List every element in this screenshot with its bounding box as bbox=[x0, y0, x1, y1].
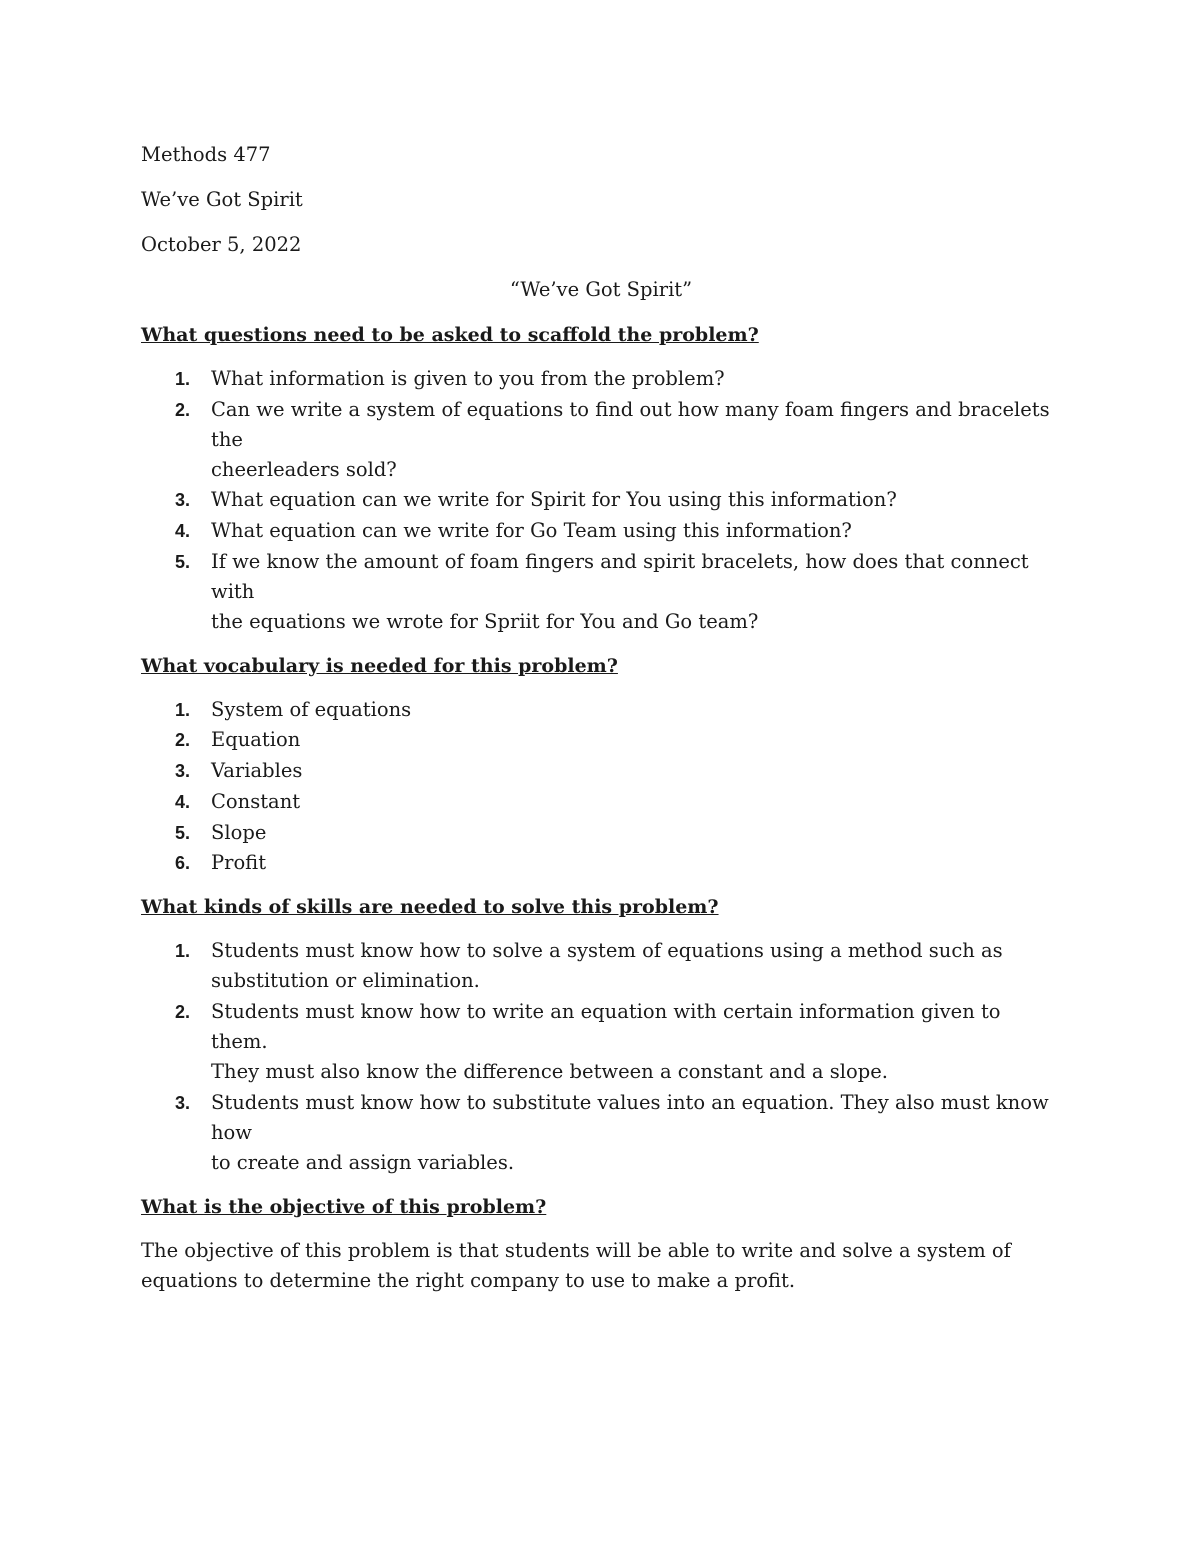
questions-list bbox=[141, 364, 1061, 637]
list-number: 6. bbox=[175, 853, 191, 874]
list-number: 2. bbox=[175, 399, 191, 420]
list-item-text: Equation bbox=[211, 728, 301, 752]
section-heading-vocabulary: What vocabulary is needed for this problem? bbox=[141, 654, 618, 677]
list-item bbox=[141, 695, 1061, 725]
list-item bbox=[141, 364, 1061, 394]
section-heading-objective: What is the objective of this problem? bbox=[141, 1195, 547, 1218]
list-item-text: Can we write a system of equations to find out how many foam fingers and bracelets the cheerleaders sold? bbox=[211, 397, 1050, 481]
section-heading-skills: What kinds of skills are needed to solve this problem? bbox=[141, 896, 719, 919]
list-item bbox=[141, 787, 1061, 817]
list-number: 3. bbox=[175, 1092, 191, 1113]
course-name: Methods 477 bbox=[141, 143, 271, 166]
list-item bbox=[141, 395, 1061, 485]
list-item bbox=[141, 756, 1061, 786]
section-heading-questions: What questions need to be asked to scaffold the problem? bbox=[141, 324, 759, 346]
list-number: 3. bbox=[175, 761, 191, 782]
list-item-text: Slope bbox=[211, 820, 267, 844]
list-item bbox=[141, 936, 1061, 996]
list-item-text: What equation can we write for Go Team using this information? bbox=[211, 519, 852, 543]
list-item bbox=[141, 818, 1061, 848]
list-number: 1. bbox=[175, 941, 191, 962]
list-number: 1. bbox=[175, 369, 191, 389]
list-item-text: Variables bbox=[211, 759, 303, 783]
list-item bbox=[141, 725, 1061, 755]
list-item-text: Students must know how to solve a system of equations using a method such as substitution or elimination. bbox=[211, 939, 1003, 993]
list-number: 4. bbox=[175, 791, 191, 812]
list-item bbox=[141, 997, 1061, 1087]
vocabulary-list bbox=[141, 695, 1061, 878]
list-number: 3. bbox=[175, 490, 191, 511]
document-page bbox=[141, 140, 1061, 1296]
section-objective bbox=[141, 1192, 1061, 1296]
list-number: 1. bbox=[175, 699, 191, 720]
section-skills bbox=[141, 892, 1061, 1177]
list-item-text: What equation can we write for Spirit for You using this information? bbox=[211, 488, 897, 512]
list-item-text: Profit bbox=[211, 851, 267, 875]
skills-list bbox=[141, 936, 1061, 1177]
list-item bbox=[141, 848, 1061, 878]
list-item-text: If we know the amount of foam fingers and spirit bracelets, how does that connect with the equations we wrote for Spriit for You and Go team? bbox=[211, 549, 1029, 633]
list-item-text: System of equations bbox=[211, 697, 412, 721]
objective-paragraph: The objective of this problem is that students will be able to write and solve a system of equations to determine the right company to use to make a profit. bbox=[141, 1238, 1011, 1292]
list-item bbox=[141, 1088, 1061, 1178]
document-date: October 5, 2022 bbox=[141, 233, 302, 256]
section-questions bbox=[141, 320, 1061, 637]
list-number: 2. bbox=[175, 1001, 191, 1022]
list-item bbox=[141, 547, 1061, 637]
list-number: 5. bbox=[175, 822, 191, 843]
list-number: 2. bbox=[175, 730, 191, 751]
list-item bbox=[141, 485, 1061, 515]
list-item bbox=[141, 516, 1061, 546]
list-item-text: Students must know how to write an equation with certain information given to them. They must also know the difference between a constant and a slope. bbox=[211, 999, 1001, 1083]
document-title: “We’ve Got Spirit” bbox=[509, 278, 693, 301]
list-item-text: Students must know how to substitute values into an equation. They also must know how to create and assign variables. bbox=[211, 1090, 1049, 1174]
list-number: 5. bbox=[175, 551, 191, 572]
list-item-text: Constant bbox=[211, 789, 301, 813]
list-item-text: What information is given to you from the problem? bbox=[211, 367, 725, 390]
assignment-name: We’ve Got Spirit bbox=[141, 188, 303, 211]
list-number: 4. bbox=[175, 521, 191, 542]
section-vocabulary bbox=[141, 651, 1061, 878]
